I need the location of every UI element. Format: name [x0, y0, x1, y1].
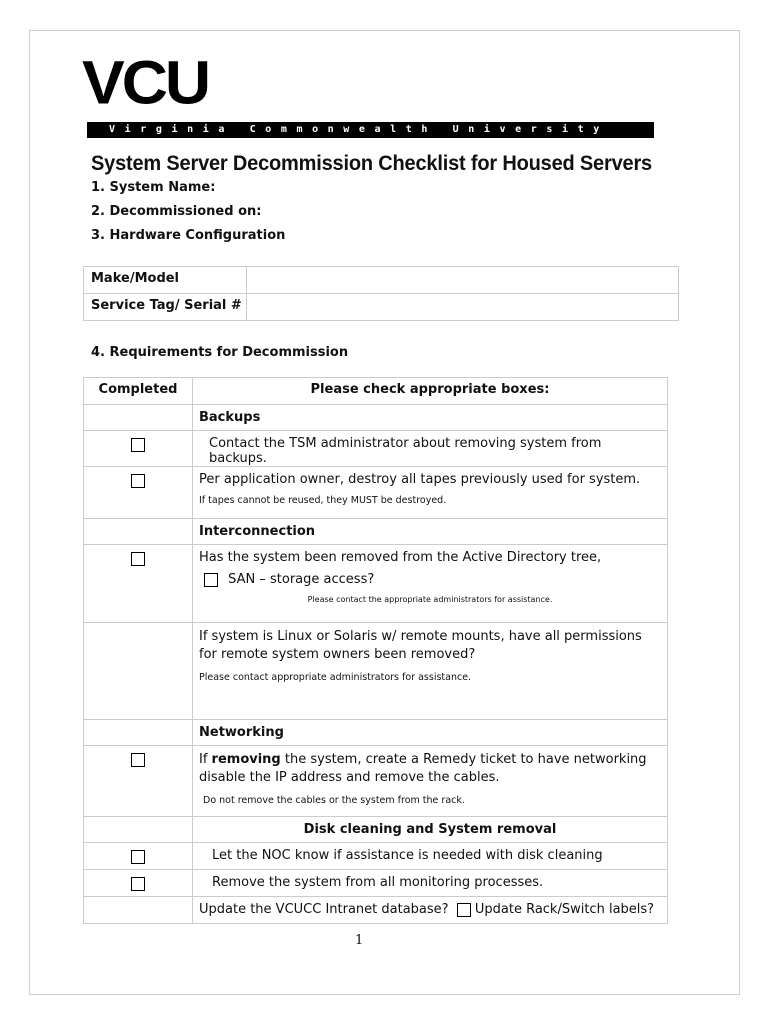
checkbox-tapes[interactable]: [131, 474, 145, 488]
networking-note: Do not remove the cables or the system from the rack.: [203, 795, 465, 806]
hardware-table: [83, 266, 679, 321]
san-note: Please contact the appropriate administrators for assistance.: [307, 595, 553, 604]
checkbox-networking[interactable]: [131, 753, 145, 767]
section-disk-cleaning: Disk cleaning and System removal: [193, 817, 668, 843]
section-backups: Backups: [193, 405, 668, 431]
document-title: System Server Decommission Checklist for Housed Servers: [91, 151, 652, 175]
checkbox-tsm[interactable]: [131, 438, 145, 452]
task-monitoring: Remove the system from all monitoring processes.: [193, 870, 668, 897]
checkbox-san[interactable]: [204, 573, 218, 587]
item-requirements: 4. Requirements for Decommission: [91, 345, 349, 360]
task-rack-labels: Update Rack/Switch labels?: [474, 902, 655, 917]
tapes-note: If tapes cannot be reused, they MUST be destroyed.: [199, 495, 447, 506]
requirements-table: [83, 377, 668, 924]
service-tag-value[interactable]: [247, 294, 679, 321]
col-instructions-header: Please check appropriate boxes:: [193, 378, 668, 405]
make-model-label: Make/Model: [84, 267, 247, 294]
item-system-name: 1. System Name:: [91, 180, 216, 195]
checkbox-active-directory[interactable]: [131, 552, 145, 566]
checkbox-rack-labels[interactable]: [457, 903, 471, 917]
task-networking: If removing the system, create a Remedy ticket to have networking disable the IP address and remove the cables.: [199, 752, 647, 785]
section-interconnection: Interconnection: [193, 519, 668, 545]
page-number: 1: [355, 933, 364, 948]
university-name-bar: Virginia Commonwealth University: [87, 122, 654, 138]
task-active-directory: Has the system been removed from the Active Directory tree,: [199, 550, 602, 565]
make-model-value[interactable]: [247, 267, 679, 294]
item-decommissioned-on: 2. Decommissioned on:: [91, 204, 262, 219]
task-san: SAN – storage access?: [228, 572, 375, 587]
task-linux-permissions: If system is Linux or Solaris w/ remote mounts, have all permissions for remote system owners been removed?: [199, 629, 642, 662]
linux-note: Please contact appropriate administrators for assistance.: [199, 672, 472, 683]
task-noc: Let the NOC know if assistance is needed with disk cleaning: [193, 843, 668, 870]
checkbox-noc[interactable]: [131, 850, 145, 864]
section-networking: Networking: [193, 720, 668, 746]
vcu-logo: VCU: [82, 48, 209, 117]
task-tsm: Contact the TSM administrator about removing system from backups.: [193, 431, 668, 467]
checkbox-monitoring[interactable]: [131, 877, 145, 891]
task-intranet: Update the VCUCC Intranet database?: [199, 902, 449, 917]
task-tapes: Per application owner, destroy all tapes previously used for system.: [199, 472, 641, 487]
col-completed-header: Completed: [84, 378, 193, 405]
item-hardware-configuration: 3. Hardware Configuration: [91, 228, 286, 243]
service-tag-label: Service Tag/ Serial #: [84, 294, 247, 321]
